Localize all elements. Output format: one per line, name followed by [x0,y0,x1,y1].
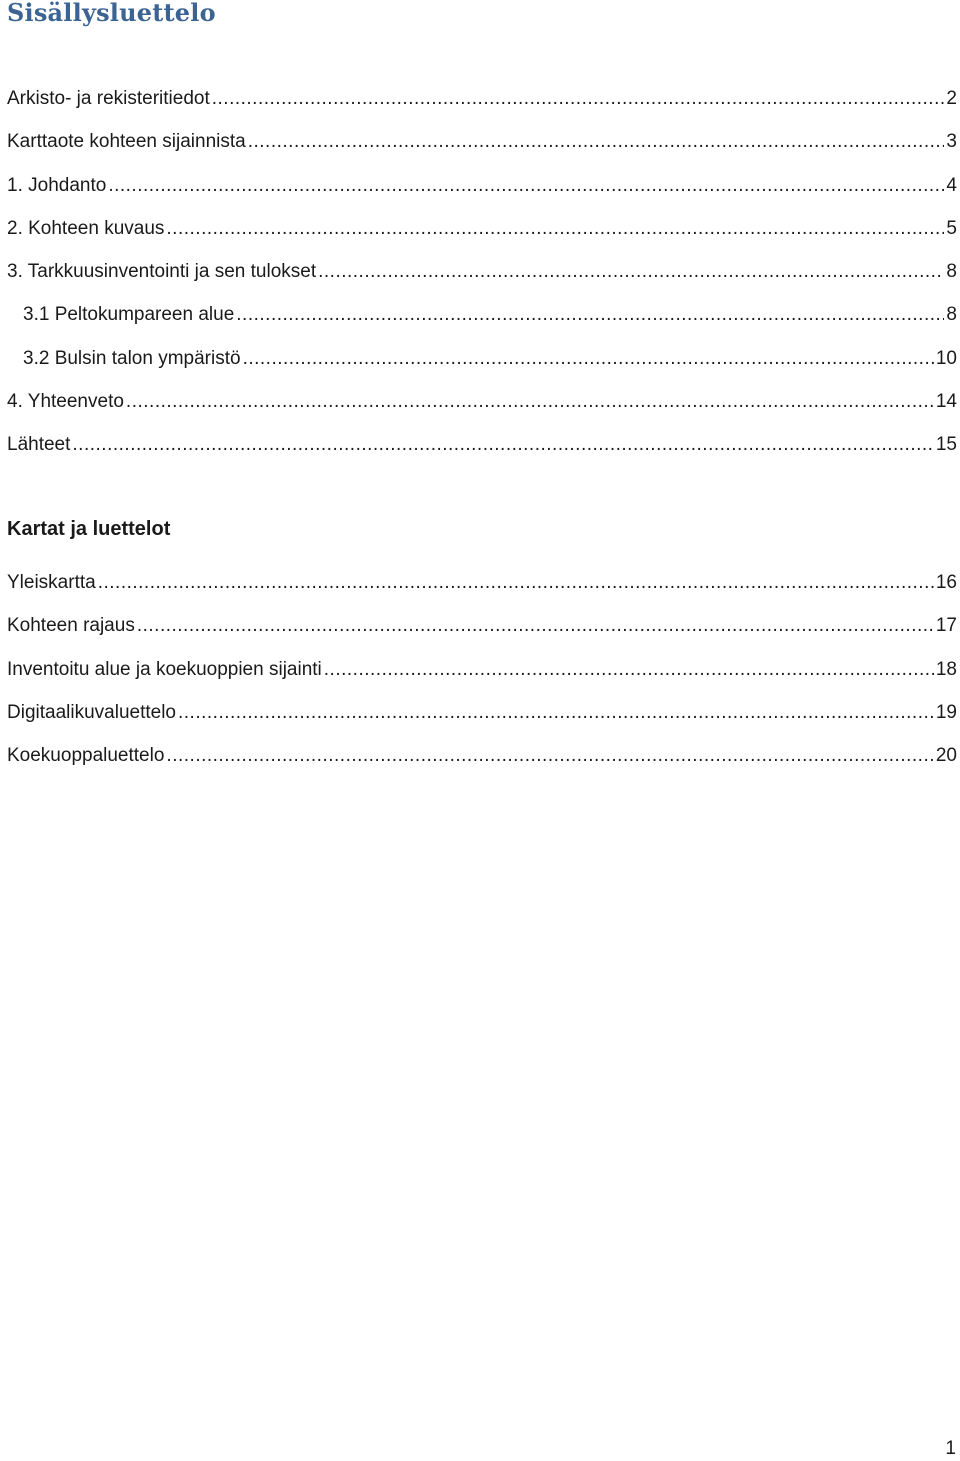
toc-entry-page: 10 [935,347,957,369]
toc-subentry[interactable] [7,344,957,387]
toc-entry-page: 3 [946,131,957,153]
toc-leader-dots [324,655,934,685]
toc-entry-page: 14 [935,391,957,413]
toc-entry[interactable] [7,127,957,170]
toc-entry-page: 4 [946,174,957,196]
toc-entry[interactable] [7,698,957,741]
toc-entry-title: Kohteen rajaus [7,615,135,637]
toc-entry[interactable] [7,257,957,300]
toc-entry-title: Karttaote kohteen sijainnista [7,131,246,153]
toc-entry[interactable] [7,655,957,698]
toc-leader-dots [248,127,945,157]
toc-leader-dots [166,214,944,244]
toc-leader-dots [243,344,934,374]
toc-entry-page: 16 [935,572,957,593]
toc-entry-title: Lähteet [7,434,71,456]
toc-entry-title: Digitaalikuvaluettelo [7,701,176,723]
toc-leader-dots [137,611,934,641]
toc-entry-page: 20 [935,745,957,767]
toc-entry-page: 8 [946,304,957,326]
toc-leader-dots [178,698,934,728]
toc-entry-page: 19 [935,701,957,723]
toc-entry[interactable] [7,214,957,257]
toc-leader-dots [126,387,934,417]
toc-leader-dots [72,430,933,460]
toc-entry[interactable] [7,171,957,214]
toc-entry-title: 3.2 Bulsin talon ympäristö [23,347,241,369]
toc-entry[interactable] [7,611,957,654]
toc-leader-dots [236,300,944,330]
toc-entry-title: Inventoitu alue ja koekuoppien sijainti [7,658,322,680]
toc-entry[interactable] [7,84,957,127]
toc-entry[interactable] [7,387,957,430]
toc-leader-dots [166,741,933,771]
toc-leader-dots [318,257,944,287]
toc-entry-title: 1. Johdanto [7,174,107,196]
table-of-contents [7,84,957,474]
toc-entry-title: 4. Yhteenveto [7,391,124,413]
toc-leader-dots [108,171,944,201]
toc-leader-dots [98,568,934,598]
toc-subentry[interactable] [7,300,957,343]
toc-entry[interactable] [7,741,957,784]
toc-entry-title: 2. Kohteen kuvaus [7,217,165,239]
page-title: Sisällysluettelo [7,0,216,27]
toc-entry-page: 17 [935,615,957,637]
toc-leader-dots [212,84,945,114]
toc-entry-page: 8 [946,261,957,283]
toc-entry[interactable] [7,430,957,473]
toc-entry[interactable] [7,568,957,611]
toc-entry-page: 2 [946,88,957,109]
maps-list [7,568,957,784]
toc-entry-page: 15 [935,434,957,456]
toc-entry-title: 3. Tarkkuusinventointi ja sen tulokset [7,261,317,283]
toc-entry-page: 5 [946,217,957,239]
maps-section-heading: Kartat ja luettelot [7,518,171,540]
toc-entry-title: Arkisto- ja rekisteritiedot [7,88,210,109]
toc-entry-page: 18 [935,658,957,680]
toc-entry-title: Yleiskartta [7,572,96,593]
toc-entry-title: Koekuoppaluettelo [7,745,165,767]
page-number: 1 [945,1438,956,1459]
toc-entry-title: 3.1 Peltokumpareen alue [23,304,235,326]
